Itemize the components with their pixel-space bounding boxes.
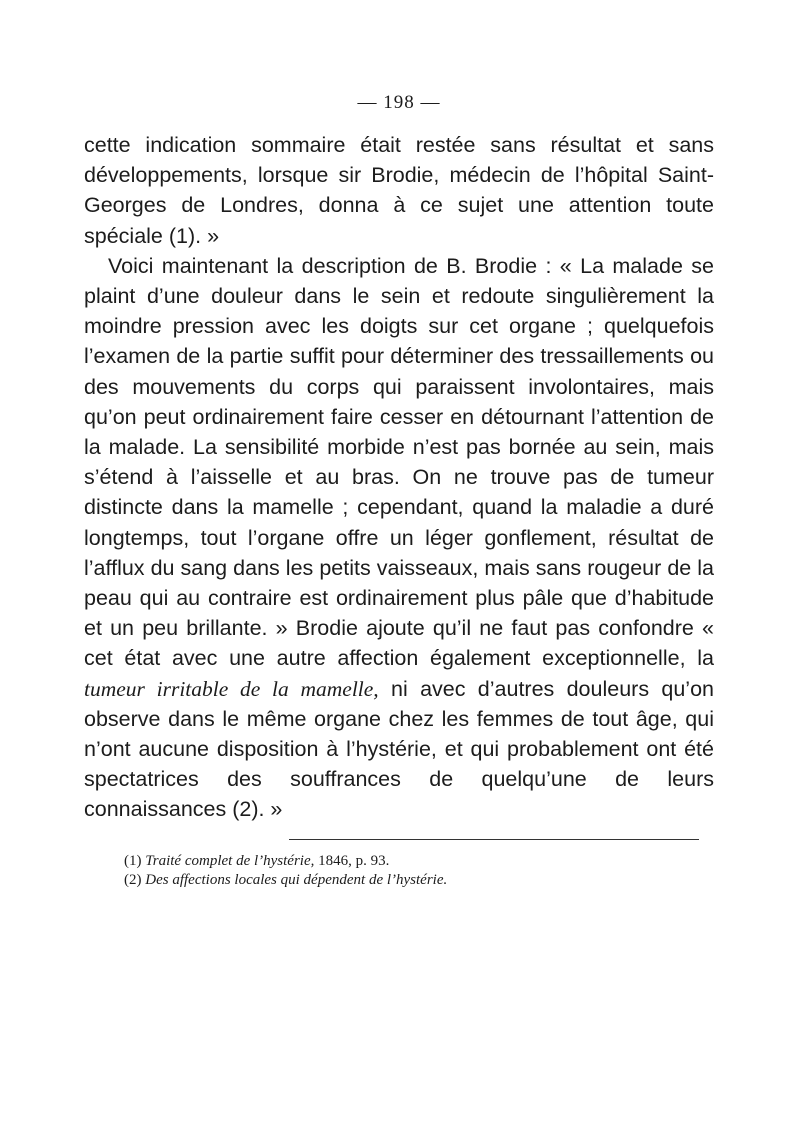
footnote-divider [289, 839, 699, 840]
footnotes [124, 852, 714, 890]
footnote-marker: (1) [124, 852, 142, 869]
book-page [84, 92, 714, 890]
paragraph-brodie-description [84, 251, 714, 825]
italic-term: tumeur irritable de la mamelle, [84, 676, 379, 701]
footnote-rest: 1846, p. 93. [318, 852, 390, 869]
footnote-2 [124, 871, 714, 890]
body-text [84, 130, 714, 825]
footnote-marker: (2) [124, 871, 142, 888]
page-number: — 198 — [357, 92, 441, 113]
footnote-title: Traité complet de l’hystérie, [145, 852, 315, 869]
footnote-title: Des affections locales qui dépendent de l’hystérie. [145, 871, 448, 888]
paragraph-continuation: cette indication sommaire était restée sans résultat et sans développements, lorsque sir Brodie, médecin de l’hôpital Saint-Georges de Londres, donna à ce sujet une attention toute spéciale (1). » [84, 133, 714, 248]
paragraph-text-end: ni avec d’autres douleurs qu’on observe dans le même organe chez les femmes de tout âge, qui n’ont aucune disposition à l’hystérie, et qui probablement ont été spectatrices des souffrances de quelqu’une de leurs connaissances (2). » [84, 676, 714, 822]
footnote-1 [124, 852, 714, 871]
paragraph-text: Voici maintenant la description de B. Brodie : « La malade se plaint d’une douleur dans le sein et redoute singulièrement la moindre pression avec les doigts sur cet organe ; quelquefois l’examen de la partie suffit pour déterminer des tressaillements ou des mouvements du corps qui paraissent involontaires, mais qu’on peut ordinairement faire cesser en détournant l’attention de la malade. La sensibilité morbide n’est pas bornée au sein, mais s’étend à l’aisselle et au bras. On ne trouve pas de tumeur distincte dans la mamelle ; cependant, quand la maladie a duré longtemps, tout l’organe offre un léger gonflement, résultat de l’afflux du sang dans les petits vaisseaux, mais sans rougeur de la peau qui au contraire est ordinairement plus pâle que d’habitude et un peu brillante. » Brodie ajoute qu’il ne faut pas confondre « cet état avec une autre affection également exceptionnelle, la [84, 253, 714, 671]
